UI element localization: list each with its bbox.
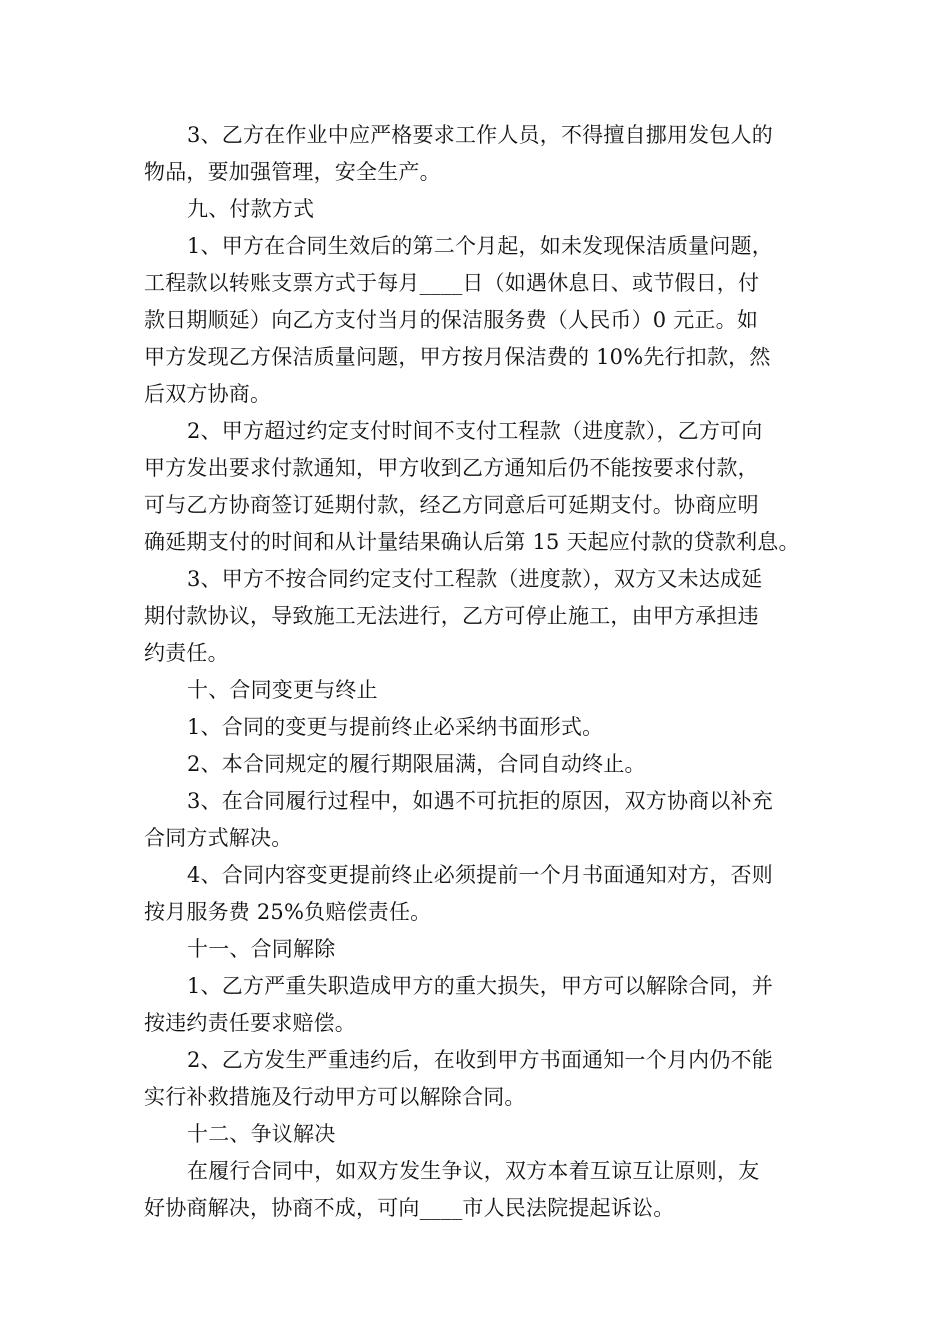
paragraph-line: 2、本合同规定的履行期限届满，合同自动终止。: [187, 752, 646, 776]
paragraph-line: 可与乙方协商签订延期付款，经乙方同意后可延期支付。协商应明: [144, 493, 759, 517]
paragraph-line: 甲方发出要求付款通知，甲方收到乙方通知后仍不能按要求付款，: [144, 456, 759, 480]
paragraph-line: 3、乙方在作业中应严格要求工作人员，不得擅自挪用发包人的: [187, 123, 773, 147]
section-heading: 十一、合同解除: [187, 937, 336, 961]
paragraph-line: 1、甲方在合同生效后的第二个月起，如未发现保洁质量问题，: [187, 234, 773, 258]
paragraph-line: 后双方协商。: [144, 382, 272, 406]
paragraph-line: 在履行合同中，如双方发生争议，双方本着互谅互让原则，友: [187, 1159, 760, 1183]
paragraph-line: 工程款以转账支票方式于每月____日（如遇休息日、或节假日，付: [144, 271, 760, 295]
paragraph-line: 合同方式解决。: [144, 826, 293, 850]
section-heading: 十二、争议解决: [187, 1122, 336, 1146]
paragraph-line: 3、在合同履行过程中，如遇不可抗拒的原因，双方协商以补充: [187, 789, 773, 813]
paragraph-line: 3、甲方不按合同约定支付工程款（进度款），双方又未达成延: [187, 567, 763, 591]
paragraph-line: 甲方发现乙方保洁质量问题，甲方按月保洁费的 10%先行扣款，然: [144, 345, 771, 369]
paragraph-line: 4、合同内容变更提前终止必须提前一个月书面通知对方，否则: [187, 863, 773, 887]
paragraph-line: 2、甲方超过约定支付时间不支付工程款（进度款），乙方可向: [187, 419, 763, 443]
paragraph-line: 确延期支付的时间和从计量结果确认后第 15 天起应付款的贷款利息。: [144, 530, 800, 554]
paragraph-line: 物品，要加强管理，安全生产。: [144, 160, 441, 184]
section-heading: 九、付款方式: [187, 197, 315, 221]
paragraph-line: 款日期顺延）向乙方支付当月的保洁服务费（人民币）0 元正。如: [144, 308, 759, 332]
paragraph-line: 实行补救措施及行动甲方可以解除合同。: [144, 1085, 526, 1109]
paragraph-line: 约责任。: [144, 641, 229, 665]
paragraph-line: 1、合同的变更与提前终止必采纳书面形式。: [187, 715, 604, 739]
paragraph-line: 1、乙方严重失职造成甲方的重大损失，甲方可以解除合同，并: [187, 974, 773, 998]
paragraph-line: 按月服务费 25%负赔偿责任。: [144, 900, 432, 924]
paragraph-line: 期付款协议，导致施工无法进行，乙方可停止施工，由甲方承担违: [144, 604, 759, 628]
paragraph-line: 2、乙方发生严重违约后，在收到甲方书面通知一个月内仍不能: [187, 1048, 773, 1072]
paragraph-line: 好协商解决，协商不成，可向____市人民法院提起诉讼。: [144, 1196, 675, 1220]
section-heading: 十、合同变更与终止: [187, 678, 378, 702]
paragraph-line: 按违约责任要求赔偿。: [144, 1011, 356, 1035]
